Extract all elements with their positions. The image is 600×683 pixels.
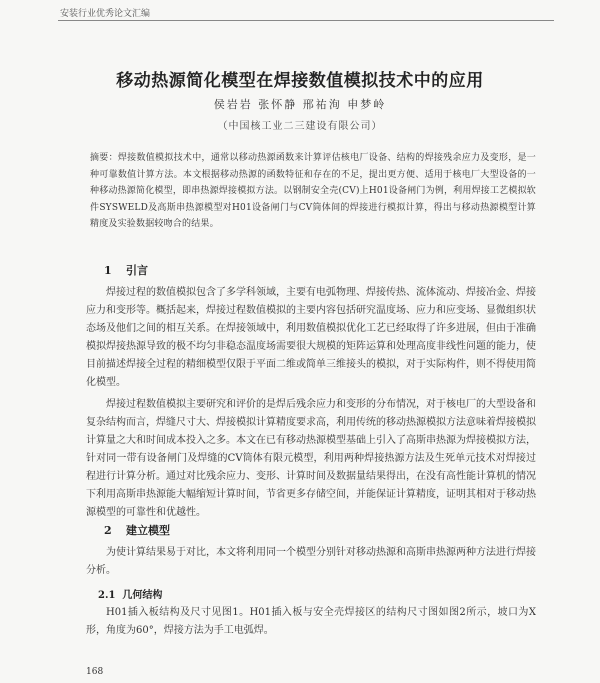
paper-title: 移动热源简化模型在焊接数值模拟技术中的应用 — [116, 71, 484, 91]
section-1-title: 引言 — [126, 264, 148, 277]
header-divider — [58, 20, 554, 21]
subsection-2-1-paragraph: H01插入板结构及尺寸见图1。H01插入板与安全壳焊接区的结构尺寸图如图2所示，坡口为X形，角度为60°，焊接方法为手工电弧焊。 — [86, 607, 536, 636]
section-2-number: 2 — [104, 524, 112, 537]
subsection-2-1-title: 几何结构 — [122, 590, 163, 601]
subsection-2-1-heading — [98, 586, 162, 601]
subsection-2-1-number: 2.1 — [98, 590, 116, 601]
abstract: 摘要：焊接数值模拟技术中，通常以移动热源函数来计算评估核电厂设备、结构的焊接残余应力及变形，是一种可靠数值计算方法。本文根据移动热源的函数特征和存在的不足，提出更方便、适用于核电厂大型设备的一种移动热源简化模型，即串热源焊接模拟方法。以钢制安全壳(CV)上H01设备闸门为例，利用焊接工艺模拟软件SYSWELD及高斯串热源模型对H01设备闸门与CV筒体间的焊接进行模拟计算，得出与移动热源模型计算精度及实验数据较吻合的结果。 — [90, 153, 536, 229]
page-number: 168 — [86, 667, 104, 677]
author-list: 侯岩岩 张怀静 邢祐洵 申梦岭 — [213, 98, 387, 111]
section-2-paragraph-1: 为使计算结果易于对比，本文将利用同一个模型分别针对移动热源和高斯串热源两种方法进行焊接分析。 — [86, 547, 536, 576]
section-1-paragraph-2: 焊接过程数值模拟主要研究和评价的是焊后残余应力和变形的分布情况，对于核电厂的大型设备和复杂结构而言，焊缝尺寸大、焊接模拟计算精度要求高，利用传统的移动热源模拟方法意味着焊接模拟计算量之大和时间成本投入之多。本文在已有移动热源模型基础上引入了高斯串热源为焊接模拟方法，针对同一带有设备闸门及焊缝的CV筒体有限元模型，利用两种焊接热源方法及生死单元技术对焊接过程进行计算分析。通过对比残余应力、变形、计算时间及数据量结果得出，在没有高性能计算机的情况下利用高斯串热源能大幅缩短计算时间，节省更多存储空间，并能保证计算精度，证明其相对于移动热源模型的可靠性和优越性。 — [86, 399, 536, 518]
section-2-heading — [104, 522, 170, 538]
running-header: 安装行业优秀论文汇编 — [60, 9, 151, 19]
section-1-number: 1 — [104, 264, 112, 277]
section-1-paragraph-1: 焊接过程的数值模拟包含了多学科领域，主要有电弧物理、焊接传热、流体流动、焊接冶金、焊接应力和变形等。概括起来，焊接过程数值模拟的主要内容包括研究温度场、应力和应变场、显微组织状态场及他们之间的相互关系。在焊接领域中，利用数值模拟优化工艺已经取得了许多进展，但由于准确模拟焊接热源导致的极不均匀非稳态温度场需要很大规模的矩阵运算和处理高度非线性问题的能力，使目前描述焊接全过程的精细模型仅限于平面二维或简单三维接头的模拟，对于实际构件，则不得使用简化模型。 — [86, 287, 536, 388]
affiliation: （中国核工业二三建设有限公司） — [217, 121, 383, 132]
section-1-heading — [104, 262, 148, 278]
section-2-title: 建立模型 — [126, 524, 170, 537]
